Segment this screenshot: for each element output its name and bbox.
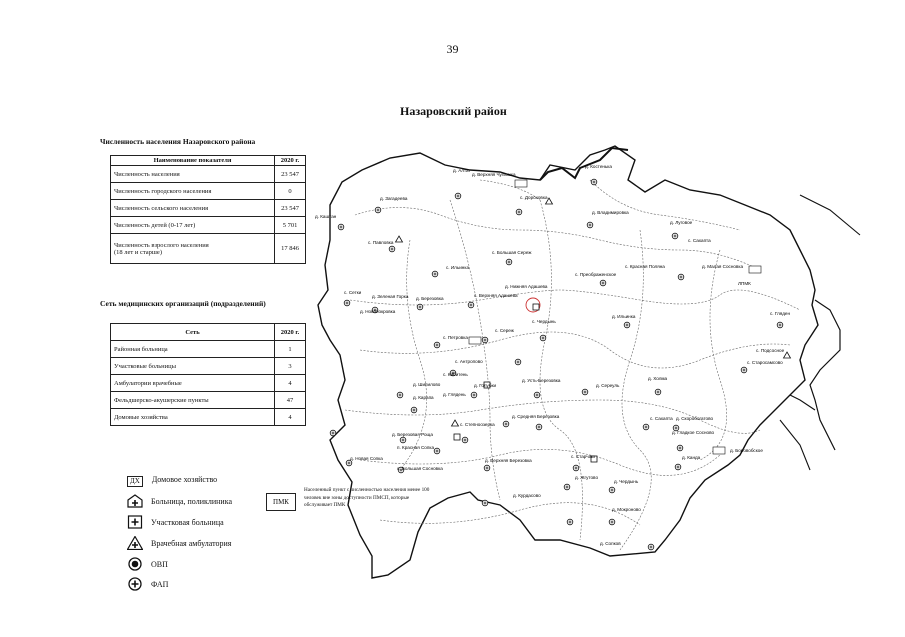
row-label-line1: Численность взрослого населения bbox=[114, 241, 209, 249]
pmk-note: Населенный пункт с численностью населения менее 100 человек вне зоны доступности ПМСП, которые обслуживает ПМК bbox=[304, 487, 430, 508]
place-label: д. Усть-Березовка bbox=[522, 378, 561, 383]
dx-icon bbox=[749, 266, 761, 273]
place-label: с. Сахапта bbox=[650, 416, 673, 421]
place-label: с. Гляден bbox=[770, 311, 791, 316]
fap-markers bbox=[330, 179, 783, 550]
place-label: д. Глядень bbox=[443, 392, 466, 397]
place-label: д. Новопокровка bbox=[360, 309, 396, 314]
place-label: д. Костенька bbox=[585, 164, 612, 169]
place-label: д. Голубки bbox=[474, 383, 497, 388]
place-label: д. Холма bbox=[648, 376, 668, 381]
place-label: с. Преображенское bbox=[575, 272, 617, 277]
row-label: Участковые больницы bbox=[111, 358, 275, 375]
ambulatory-icon bbox=[396, 236, 403, 242]
row-label: Численность населения bbox=[111, 166, 275, 183]
road-network bbox=[345, 180, 800, 550]
medical-section-title: Сеть медицинских организаций (подразделений) bbox=[100, 299, 266, 308]
place-label: д. Зеленая Горка bbox=[372, 294, 409, 299]
dx-icon: ДХ bbox=[127, 476, 143, 487]
dx-icon bbox=[515, 180, 527, 187]
legend-fap-label: ФАП bbox=[151, 579, 169, 589]
place-label: д. Березовка bbox=[416, 296, 444, 301]
place-label: с. Старчаш bbox=[571, 454, 595, 459]
place-label: с. Подсосное bbox=[756, 348, 785, 353]
row-label: Районная больница bbox=[111, 341, 275, 358]
row-label: Численность детей (0-17 лет) bbox=[111, 217, 275, 234]
place-label: с. Антропово bbox=[455, 359, 483, 364]
place-label: п. Красная Сопка bbox=[397, 445, 435, 450]
page-number: 39 bbox=[446, 42, 459, 56]
row-value: 1 bbox=[275, 341, 306, 358]
district-hospital-icon bbox=[454, 434, 460, 440]
place-label: д. Карапа bbox=[413, 395, 434, 400]
place-label: с. Кибитень bbox=[443, 372, 468, 377]
place-label: с. Большая Сереж bbox=[492, 250, 532, 255]
legend-hospital-label: Больница, поликлиника bbox=[151, 496, 233, 506]
row-value: 0 bbox=[275, 183, 306, 200]
place-label: д. Канда bbox=[682, 455, 701, 460]
place-label: с. Старосамсово bbox=[747, 360, 783, 365]
place-label: с. Степноозерка bbox=[460, 422, 495, 427]
row-value: 4 bbox=[275, 375, 306, 392]
place-label: д. Гладкое Сосново bbox=[672, 430, 715, 435]
place-label: с. Сереж bbox=[495, 328, 514, 333]
hospital-icon bbox=[533, 304, 539, 310]
place-label: д. Шипилово bbox=[413, 382, 441, 387]
district-boundary bbox=[318, 146, 818, 578]
place-label: д. Сереуль bbox=[596, 383, 620, 388]
place-label: д. Верхняя Березовка bbox=[485, 458, 532, 463]
row-value: 5 701 bbox=[275, 217, 306, 234]
dx-icon bbox=[713, 447, 725, 454]
place-label: д. Верхняя Чулымка bbox=[472, 172, 516, 177]
neighbor-boundary bbox=[810, 300, 840, 450]
legend-dx-label: Домовое хозяйство bbox=[151, 474, 218, 484]
place-label: с. Красная Поляна bbox=[625, 264, 665, 269]
place-label: д. Сопков bbox=[600, 541, 621, 546]
row-value: 17 846 bbox=[275, 234, 306, 264]
row-label: Амбулатории врачебные bbox=[111, 375, 275, 392]
place-label: с. Верхняя Адашева bbox=[474, 293, 518, 298]
place-label: с. Большая Сосновка bbox=[397, 466, 443, 471]
header-indicator: Наименование показателя bbox=[111, 156, 275, 166]
row-label: Численность городского населения bbox=[111, 183, 275, 200]
dx-icon bbox=[469, 337, 481, 344]
place-label: д. Жгутово bbox=[575, 475, 598, 480]
place-label: д. Загадеева bbox=[380, 196, 408, 201]
map-title: Назаровский район bbox=[400, 104, 507, 118]
neighbor-boundary bbox=[800, 195, 860, 235]
district-boundary-north bbox=[540, 148, 628, 180]
header-year: 2020 г. bbox=[275, 156, 306, 166]
place-label: с. Павловка bbox=[368, 240, 394, 245]
row-value: 4 bbox=[275, 409, 306, 426]
legend-ambulatory-label: Врачебная амбулатория bbox=[151, 538, 232, 548]
place-label: с. Чердынь bbox=[532, 319, 556, 324]
place-label: д. Курдасово bbox=[513, 493, 541, 498]
place-label: д. Березовая Роща bbox=[392, 432, 433, 437]
neighbor-boundary bbox=[790, 395, 815, 410]
row-value: 47 bbox=[275, 392, 306, 409]
row-label-line2: (18 лет и старше) bbox=[114, 248, 162, 256]
ambulatory-icon bbox=[452, 420, 459, 426]
row-value: 23 547 bbox=[275, 166, 306, 183]
row-label: Домовые хозяйства bbox=[111, 409, 275, 426]
place-label: д. Луговое bbox=[670, 220, 693, 225]
row-value: 23 547 bbox=[275, 200, 306, 217]
legend-ovp-label: ОВП bbox=[151, 559, 168, 569]
place-label: д. Средняя Березовка bbox=[512, 414, 560, 419]
row-label: Численность сельского населения bbox=[111, 200, 275, 217]
place-label: д. Чердынь bbox=[614, 479, 639, 484]
place-label: д. Мокроново bbox=[612, 507, 641, 512]
place-label: д. Нижняя Адашева bbox=[505, 284, 548, 289]
place-label: д. Каштан bbox=[315, 214, 337, 219]
place-label: д. Алтат bbox=[453, 168, 471, 173]
pmk-box: ПМК bbox=[266, 493, 296, 511]
place-label: с. Сахапта bbox=[688, 238, 711, 243]
header-year: 2020 г. bbox=[275, 324, 306, 341]
map-labels bbox=[315, 164, 790, 546]
population-section-title: Численность населения Назаровского района bbox=[100, 137, 256, 146]
place-label: с. Сетки bbox=[344, 290, 362, 295]
place-label: д. Боровобское bbox=[730, 448, 763, 453]
place-label: д. Ильинка bbox=[612, 314, 636, 319]
place-label: с. Петровка bbox=[443, 335, 468, 340]
place-label: д. Новая Сопка bbox=[350, 456, 383, 461]
neighbor-boundary bbox=[780, 420, 810, 470]
header-network: Сеть bbox=[111, 324, 275, 341]
place-label: ЛПМК bbox=[738, 281, 751, 286]
place-label: с. Дороховка bbox=[520, 195, 548, 200]
legend-district-hospital-label: Участковая больница bbox=[151, 517, 224, 527]
place-label: д. Владимировка bbox=[592, 210, 629, 215]
place-label: д. Малая Сосновка bbox=[702, 264, 744, 269]
place-label: с. Ильинка bbox=[446, 265, 469, 270]
place-label: д. Скоробогатово bbox=[676, 416, 714, 421]
row-label: Фельдшерско-акушерские пункты bbox=[111, 392, 275, 409]
row-value: 3 bbox=[275, 358, 306, 375]
ambulatory-icon bbox=[784, 352, 791, 358]
